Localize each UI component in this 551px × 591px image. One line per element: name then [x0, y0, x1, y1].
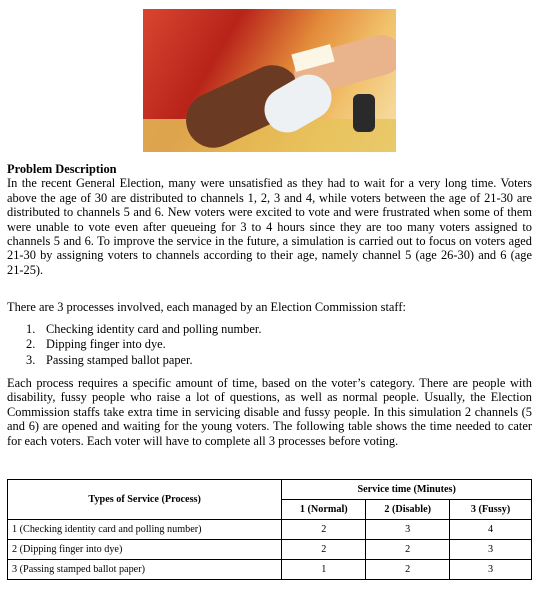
- service-time-paragraph: Each process requires a specific amount of time, based on the voter’s category. There are people with disability, fussy people who raise a lot of questions, as well as normal people. Usually, the Election Commission staffs take extra time in servicing disable and fussy people. In this simulation 2 channels (5 and 6) are opened and waiting for the young voters. The following table shows the time needed to cater for each voters. Each voter will have to complete all 3 processes before voting.: [7, 376, 532, 448]
- list-item: [26, 337, 261, 352]
- list-number: 3.: [26, 352, 36, 367]
- cell-service: 1 (Checking identity card and polling number): [8, 520, 282, 540]
- list-item: [26, 353, 261, 368]
- header-fussy: 3 (Fussy): [450, 500, 532, 520]
- list-text: Dipping finger into dye.: [46, 337, 166, 352]
- header-service-time: Service time (Minutes): [282, 480, 532, 500]
- problem-description-section: [7, 162, 532, 277]
- header-normal: 1 (Normal): [282, 500, 366, 520]
- cell-disable: 2: [366, 560, 450, 580]
- cell-fussy: 4: [450, 520, 532, 540]
- table-row: [8, 540, 532, 560]
- header-disable: 2 (Disable): [366, 500, 450, 520]
- cell-disable: 2: [366, 540, 450, 560]
- cell-disable: 3: [366, 520, 450, 540]
- table-row: [8, 560, 532, 580]
- list-text: Passing stamped ballot paper.: [46, 352, 193, 367]
- list-number: 2.: [26, 337, 36, 352]
- processes-intro: There are 3 processes involved, each managed by an Election Commission staff:: [7, 300, 406, 314]
- service-time-table: [7, 479, 532, 580]
- list-item: [26, 322, 261, 337]
- cell-normal: 2: [282, 540, 366, 560]
- table-row: [8, 520, 532, 540]
- cell-service: 3 (Passing stamped ballot paper): [8, 560, 282, 580]
- cell-service: 2 (Dipping finger into dye): [8, 540, 282, 560]
- photo-ink-bottle: [353, 94, 375, 132]
- header-service-type: Types of Service (Process): [8, 480, 282, 520]
- cell-normal: 2: [282, 520, 366, 540]
- election-photo: [143, 9, 396, 152]
- cell-normal: 1: [282, 560, 366, 580]
- process-list: [26, 322, 261, 368]
- list-text: Checking identity card and polling number.: [46, 322, 262, 336]
- section-heading: Problem Description: [7, 162, 117, 176]
- list-number: 1.: [26, 322, 36, 336]
- intro-paragraph: In the recent General Election, many were unsatisfied as they had to wait for a very long time. Voters above the age of 30 are distributed to channels 1, 2, 3 and 4, while voters between the age of 21-30 are distributed to channels 5 and 6. New voters were excited to vote and were frustrated when some of them were unable to vote even after queueing for 3 to 4 hours since they are too many voters assigned to channels 5 and 6. To improve the service in the future, a simulation is carried out to focus on voters aged 21-30 by assigning voters to channels according to their age, namely channel 5 (age 26-30) and 6 (age 21-25).: [7, 176, 532, 277]
- cell-fussy: 3: [450, 560, 532, 580]
- cell-fussy: 3: [450, 540, 532, 560]
